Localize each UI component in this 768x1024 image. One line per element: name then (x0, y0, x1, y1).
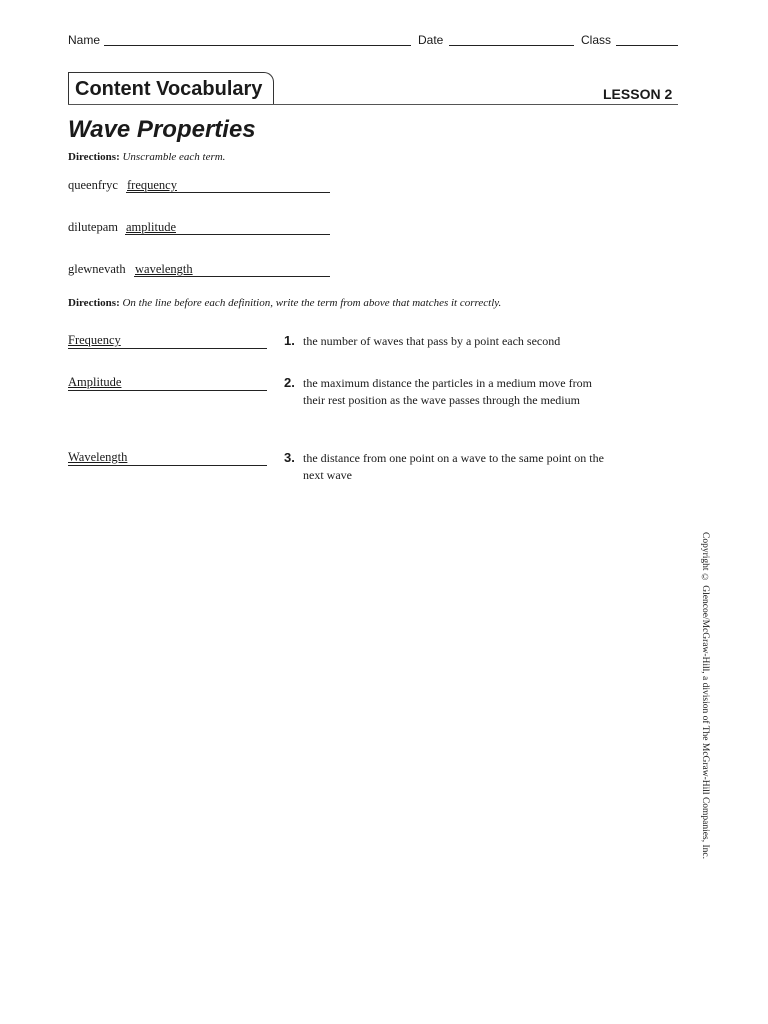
definition-answer-field[interactable] (68, 333, 267, 349)
definition-number: 1. (284, 333, 295, 348)
definition-text: the maximum distance the particles in a medium move from their rest position as the wave passes through the medium (303, 376, 592, 407)
name-label: Name (68, 33, 101, 47)
definition-answer: Amplitude (68, 375, 122, 389)
definition-answer-field[interactable] (68, 375, 267, 391)
definition-number: 2. (284, 375, 295, 390)
unscramble-answer-field[interactable] (134, 262, 330, 277)
unscramble-answer: frequency (127, 178, 177, 192)
definition-answer: Wavelength (68, 450, 128, 464)
definition-answer-field[interactable] (68, 450, 267, 466)
class-label: Class (581, 33, 612, 47)
banner-divider (68, 104, 678, 105)
scramble-item (68, 220, 330, 240)
content-vocabulary-label: Content Vocabulary (75, 78, 263, 100)
page-title: Wave Properties (68, 116, 256, 143)
date-label: Date (418, 33, 444, 47)
name-field[interactable] (104, 45, 411, 46)
directions-label: Directions: (68, 297, 120, 309)
scrambled-word: glewnevath (68, 262, 126, 276)
scrambled-word: dilutepam (68, 220, 118, 234)
directions-label: Directions: (68, 151, 120, 163)
definition-text: the number of waves that pass by a point each second (303, 334, 561, 348)
class-field[interactable] (616, 45, 678, 46)
unscramble-answer: wavelength (135, 262, 193, 276)
directions-text: On the line before each definition, write the term from above that matches it correctly. (122, 297, 502, 309)
scramble-item (68, 262, 330, 282)
definition-answer: Frequency (68, 333, 121, 347)
directions-text: Unscramble each term. (122, 151, 226, 163)
directions-match (68, 297, 501, 309)
copyright-notice: Copyright © Glencoe/McGraw-Hill, a division of The McGraw-Hill Companies, Inc. (700, 532, 710, 859)
directions-unscramble (68, 151, 225, 163)
scrambled-word: queenfryc (68, 178, 118, 192)
scramble-item (68, 178, 330, 198)
unscramble-answer-field[interactable] (125, 220, 330, 235)
unscramble-answer: amplitude (126, 220, 176, 234)
lesson-label: LESSON 2 (603, 86, 673, 102)
date-field[interactable] (449, 45, 574, 46)
unscramble-answer-field[interactable] (126, 178, 330, 193)
definition-text: the distance from one point on a wave to the same point on the next wave (303, 451, 604, 482)
definition-number: 3. (284, 450, 295, 465)
